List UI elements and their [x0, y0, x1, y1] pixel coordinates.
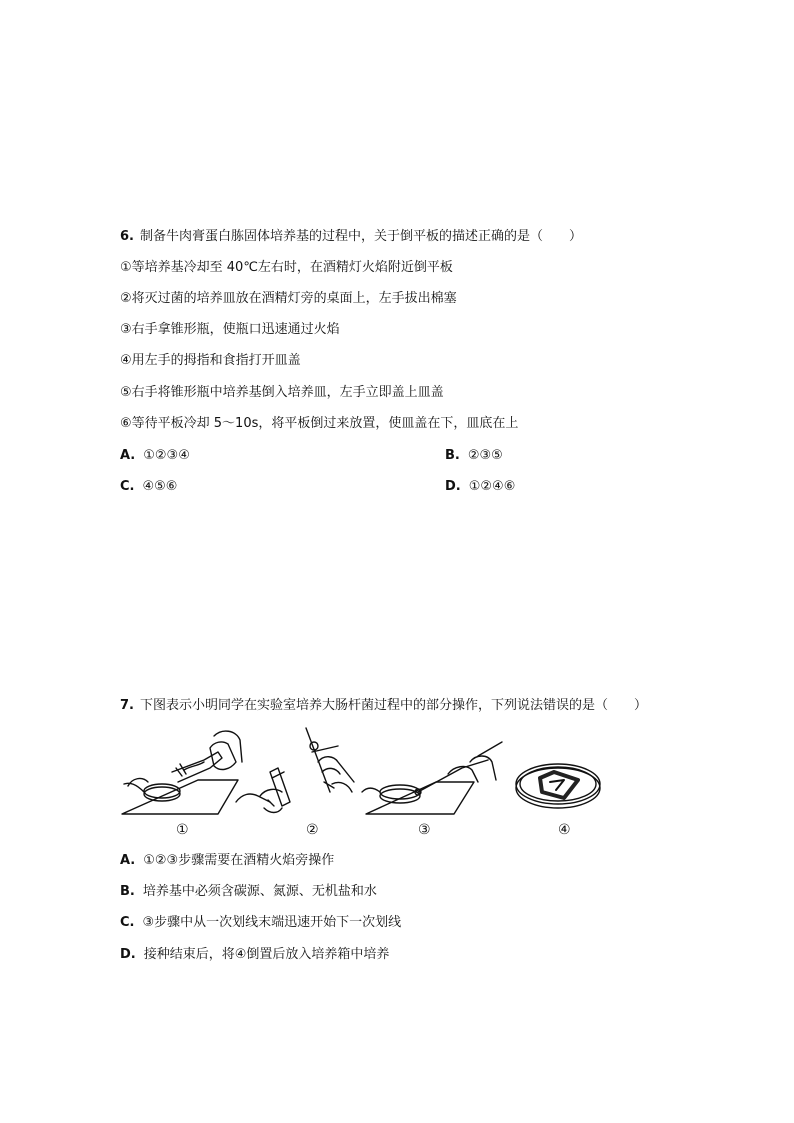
q7-option-a[interactable]: [120, 852, 334, 870]
q6-option-d[interactable]: [445, 478, 515, 496]
q7-stem: [120, 697, 680, 715]
q6-option-b-key: B.: [445, 448, 460, 463]
figure-label-2: ②: [306, 822, 319, 838]
figure-label-4: ④: [558, 822, 571, 838]
q7-option-c[interactable]: [120, 914, 401, 932]
q6-item-1: ①等培养基冷却至 40℃左右时，在酒精灯火焰附近倒平板: [120, 260, 453, 275]
q7-option-d-text: 接种结束后，将④倒置后放入培养箱中培养: [143, 947, 390, 962]
figure-label-1: ①: [176, 822, 189, 838]
q6-option-a-key: A.: [120, 448, 136, 463]
q7-option-c-text: ③步骤中从一次划线末端迅速开始下一次划线: [142, 915, 402, 930]
q7-option-a-key: A.: [120, 853, 136, 868]
q6-option-a-text: ①②③④: [143, 448, 190, 463]
streaking-plate-illustration: [362, 742, 502, 814]
q6-number: 6.: [120, 229, 134, 244]
q6-option-d-text: ①②④⑥: [468, 479, 516, 494]
q6-option-b-text: ②③⑤: [467, 448, 503, 463]
petri-dish-illustration: [516, 764, 600, 808]
inoculating-loop-illustration: [306, 728, 354, 792]
pouring-plate-illustration: [122, 731, 242, 814]
q7-option-a-text: ①②③步骤需要在酒精火焰旁操作: [143, 853, 335, 868]
q7-figure: [118, 722, 618, 842]
q7-option-d[interactable]: [120, 946, 389, 964]
q7-stem-text: 下图表示小明同学在实验室培养大肠杆菌过程中的部分操作，下列说法错误的是（ ）: [139, 698, 647, 713]
q6-option-a[interactable]: [120, 447, 190, 465]
q6-item-3: ③右手拿锥形瓶，使瓶口迅速通过火焰: [120, 322, 340, 337]
q6-item-2: ②将灭过菌的培养皿放在酒精灯旁的桌面上，左手拔出棉塞: [120, 291, 457, 306]
q6-option-c-key: C.: [120, 479, 135, 494]
q7-option-b-text: 培养基中必须含碳源、氮源、无机盐和水: [142, 884, 377, 899]
q6-stem: [120, 228, 680, 246]
q7-option-c-key: C.: [120, 915, 135, 930]
q6-item-5: ⑤右手将锥形瓶中培养基倒入培养皿，左手立即盖上皿盖: [120, 385, 444, 400]
q7-option-d-key: D.: [120, 947, 136, 962]
test-tube-illustration: [236, 768, 290, 813]
q7-number: 7.: [120, 698, 134, 713]
q6-option-c-text: ④⑤⑥: [142, 479, 178, 494]
figure-label-3: ③: [418, 822, 431, 838]
q6-option-b[interactable]: [445, 447, 503, 465]
q6-item-4: ④用左手的拇指和食指打开皿盖: [120, 353, 301, 368]
q6-item-6: ⑥等待平板冷却 5～10s，将平板倒过来放置，使皿盖在下，皿底在上: [120, 416, 519, 431]
q7-option-b[interactable]: [120, 883, 377, 901]
q7-option-b-key: B.: [120, 884, 135, 899]
q7-figure-drawing: [118, 722, 618, 822]
q6-stem-text: 制备牛肉膏蛋白胨固体培养基的过程中，关于倒平板的描述正确的是（ ）: [139, 229, 582, 244]
q6-option-c[interactable]: [120, 478, 177, 496]
q6-option-d-key: D.: [445, 479, 461, 494]
